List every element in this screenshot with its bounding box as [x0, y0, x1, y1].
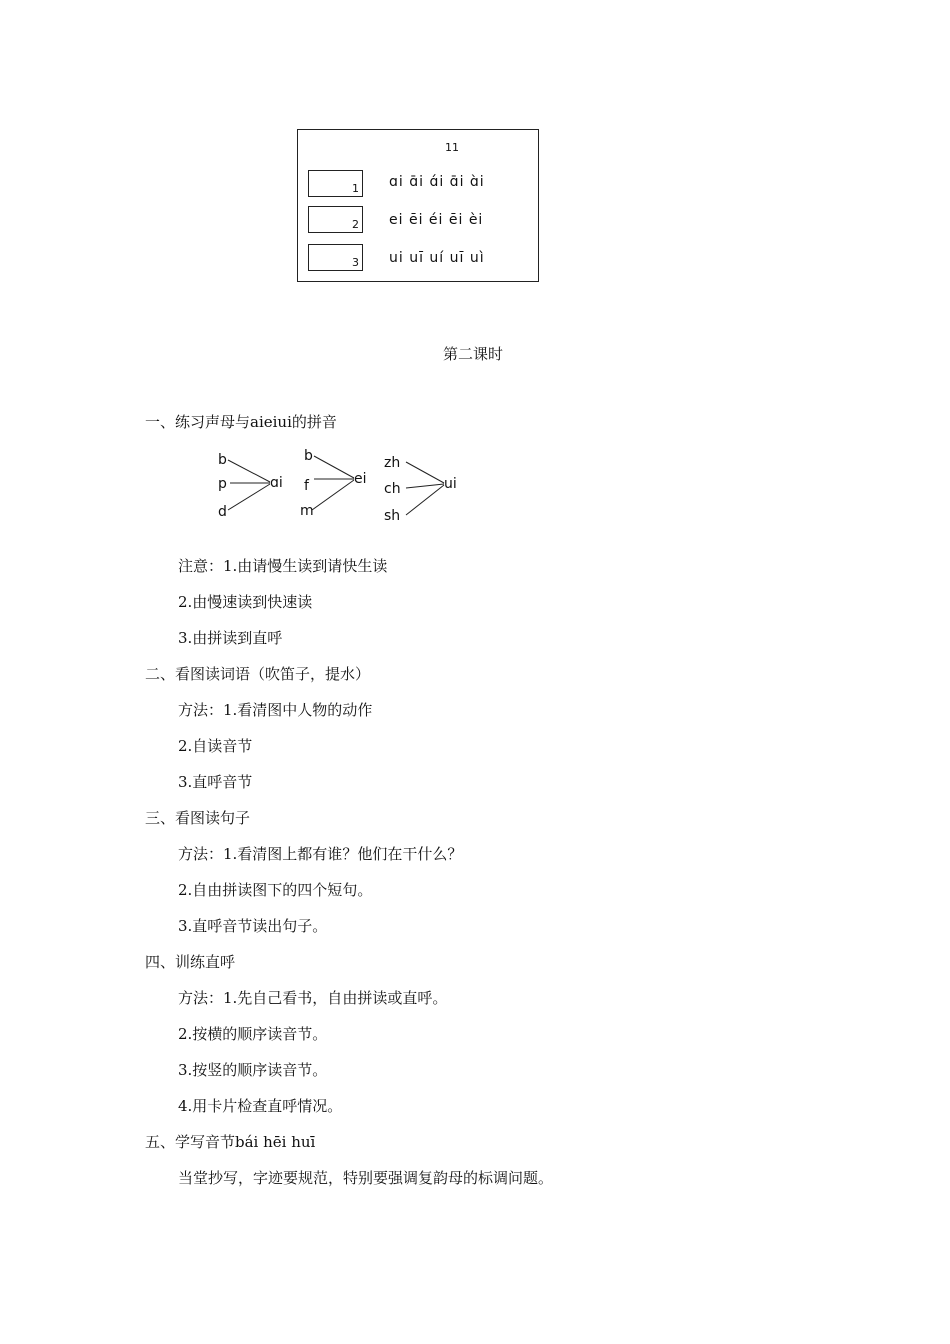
initial-b: b — [218, 452, 227, 468]
spelling-diagram — [214, 448, 474, 528]
row-number: 2 — [352, 218, 359, 231]
note-2: 2.由慢速读到快速读 — [178, 593, 313, 611]
section-heading-5: 五、学写音节bái hēi huī — [145, 1133, 316, 1151]
section-heading-1: 一、练习声母与aieiui的拼音 — [145, 413, 337, 431]
blank-box-3 — [308, 244, 363, 271]
row-number: 1 — [352, 182, 359, 195]
initial-m: m — [300, 503, 314, 519]
tone-row-ei: ei ēi éi ēi èi — [389, 212, 484, 228]
method-4-3: 3.按竖的顺序读音节。 — [178, 1061, 328, 1079]
initial-p: p — [218, 476, 227, 492]
row-number: 3 — [352, 256, 359, 269]
method-4-1: 方法：1.先自己看书，自由拼读或直呼。 — [178, 989, 448, 1007]
method-4-2: 2.按横的顺序读音节。 — [178, 1025, 328, 1043]
card-number: 11 — [445, 141, 459, 154]
method-3-2: 2.自由拼读图下的四个短句。 — [178, 881, 373, 899]
initial-d: d — [218, 504, 227, 520]
method-3-3: 3.直呼音节读出句子。 — [178, 917, 328, 935]
final-ei: ei — [354, 471, 367, 487]
method-2-2: 2.自读音节 — [178, 737, 253, 755]
initial-sh: sh — [384, 508, 401, 524]
initial-f: f — [304, 478, 309, 494]
method-2-1: 方法：1.看清图中人物的动作 — [178, 701, 373, 719]
final-ai: ɑi — [270, 475, 283, 491]
section-heading-3: 三、看图读句子 — [145, 809, 251, 827]
initial-ch: ch — [384, 481, 401, 497]
initial-b2: b — [304, 448, 313, 464]
final-ui: ui — [444, 476, 457, 492]
pinyin-card — [297, 129, 539, 282]
blank-box-2 — [308, 206, 363, 233]
page-title: 第二课时 — [443, 345, 504, 363]
blank-box-1 — [308, 170, 363, 197]
note-1: 注意：1.由请慢生读到请快生读 — [178, 557, 388, 575]
method-3-1: 方法：1.看清图上都有谁？他们在干什么？ — [178, 845, 463, 863]
initial-zh: zh — [384, 455, 401, 471]
section-heading-2: 二、看图读词语（吹笛子，提水） — [145, 665, 371, 683]
tone-row-ui: ui uī uí uī uì — [389, 250, 485, 266]
method-5-1: 当堂抄写，字迹要规范，特别要强调复韵母的标调问题。 — [178, 1169, 554, 1187]
section-heading-4: 四、训练直呼 — [145, 953, 236, 971]
method-2-3: 3.直呼音节 — [178, 773, 253, 791]
method-4-4: 4.用卡片检查直呼情况。 — [178, 1097, 343, 1115]
tone-row-ai: ɑi ɑ̄i ɑ́i ɑ̄i ɑ̀i — [389, 174, 485, 190]
note-3: 3.由拼读到直呼 — [178, 629, 283, 647]
